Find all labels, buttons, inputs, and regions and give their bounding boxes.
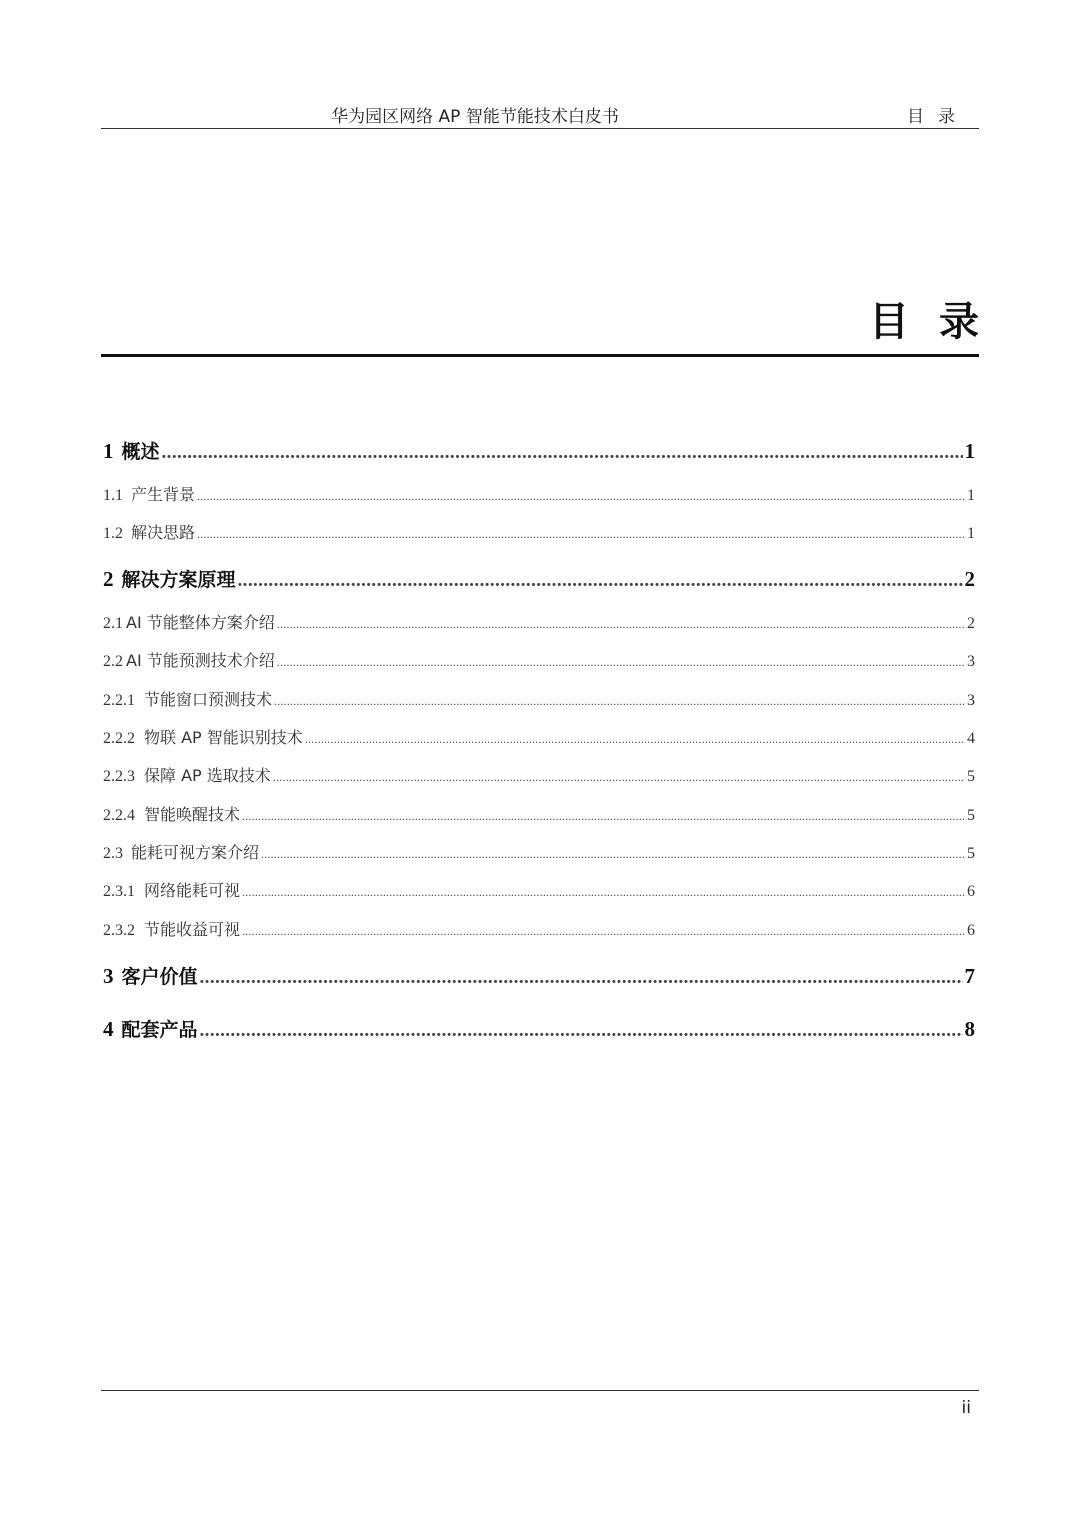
header-section-name: 目录 (907, 107, 969, 127)
toc-entry-2-3-2[interactable] (103, 917, 975, 940)
toc-entry-leader (261, 847, 965, 862)
toc-entry-3[interactable] (103, 962, 975, 989)
toc-entry-page: 3 (967, 653, 975, 670)
toc-entry-page: 6 (967, 883, 975, 900)
toc-entry-1-1[interactable] (103, 482, 975, 505)
toc-entry-page: 4 (967, 730, 975, 747)
toc-entry-label: 物联 AP 智能识别技术 (144, 728, 303, 747)
toc-entry-leader (277, 655, 965, 670)
toc-entry-number: 2.2 (103, 653, 123, 670)
toc-entry-page: 1 (967, 525, 975, 542)
toc-entry-label: 节能收益可视 (144, 920, 241, 939)
toc-entry-leader (238, 570, 963, 592)
toc-entry-leader (197, 489, 965, 504)
toc-entry-label: 能耗可视方案介绍 (131, 843, 260, 862)
toc-entry-number: 1.1 (103, 487, 123, 504)
toc-entry-4[interactable] (103, 1015, 975, 1042)
toc-entry-number: 3 (103, 964, 114, 988)
toc-entry-label: 智能唤醒技术 (144, 805, 241, 824)
toc-entry-page: 5 (967, 768, 975, 785)
toc-entry-label: 产生背景 (131, 485, 196, 504)
toc-entry-leader (197, 527, 965, 542)
toc-entry-label: 解决思路 (131, 523, 196, 542)
toc-entry-leader (274, 694, 965, 709)
toc-entry-number: 1 (103, 439, 114, 463)
toc-entry-page: 7 (964, 964, 975, 988)
toc-entry-2-3[interactable] (103, 840, 975, 863)
toc-entry-2-2-4[interactable] (103, 802, 975, 825)
toc-entry-page: 2 (964, 567, 975, 591)
toc-entry-number: 2.3 (103, 845, 123, 862)
toc-entry-page: 6 (967, 922, 975, 939)
toc-entry-number: 1.2 (103, 525, 123, 542)
toc-entry-label: 保障 AP 选取技术 (144, 766, 271, 785)
toc-entry-2-2[interactable] (103, 648, 975, 671)
toc-entry-page: 1 (964, 439, 975, 463)
toc-entry-leader (273, 770, 965, 785)
footer-page-number: ii (961, 1398, 971, 1418)
toc-title: 目录 (869, 299, 1009, 345)
toc-entry-2-2-3[interactable] (103, 763, 975, 786)
toc-entry-number: 2.3.1 (103, 883, 135, 900)
toc-entry-2-1[interactable] (103, 610, 975, 633)
toc-entry-number: 2.3.2 (103, 922, 135, 939)
toc-entry-page: 1 (967, 487, 975, 504)
toc-entry-label: AI 节能整体方案介绍 (126, 613, 275, 632)
toc-entry-leader (242, 924, 965, 939)
toc-entry-2[interactable] (103, 565, 975, 592)
toc-entry-label: 客户价值 (121, 966, 198, 988)
toc-title-rule (101, 354, 979, 357)
toc-entry-number: 2.1 (103, 615, 123, 632)
toc-entry-page: 5 (967, 807, 975, 824)
toc-entry-page: 2 (967, 615, 975, 632)
header-doc-title: 华为园区网络 AP 智能节能技术白皮书 (331, 107, 619, 127)
toc-entry-number: 2 (103, 567, 114, 591)
toc-entry-2-3-1[interactable] (103, 878, 975, 901)
toc-entry-page: 8 (964, 1017, 975, 1041)
toc-entry-leader (162, 442, 963, 464)
toc-entry-label: 网络能耗可视 (144, 881, 241, 900)
toc-entry-label: 节能窗口预测技术 (144, 690, 273, 709)
toc-entry-2-2-2[interactable] (103, 725, 975, 748)
toc-entry-label: 概述 (121, 441, 160, 463)
toc-entry-leader (242, 809, 965, 824)
toc-entry-number: 4 (103, 1017, 114, 1041)
running-header (101, 100, 979, 129)
toc-entry-page: 3 (967, 692, 975, 709)
toc-entry-1-2[interactable] (103, 520, 975, 543)
footer-rule (101, 1390, 979, 1391)
toc-entry-label: 解决方案原理 (121, 569, 236, 591)
toc-entry-number: 2.2.4 (103, 807, 135, 824)
toc-entry-leader (305, 732, 965, 747)
toc-entry-page: 5 (967, 845, 975, 862)
toc-entry-leader (200, 1020, 963, 1042)
toc-entry-number: 2.2.1 (103, 692, 135, 709)
toc-entry-1[interactable] (103, 437, 975, 464)
toc-entry-leader (242, 885, 965, 900)
toc-entry-2-2-1[interactable] (103, 687, 975, 710)
toc-entry-number: 2.2.3 (103, 768, 135, 785)
toc-entry-label: 配套产品 (121, 1019, 198, 1041)
toc-entry-leader (277, 617, 965, 632)
toc-entry-number: 2.2.2 (103, 730, 135, 747)
toc-entry-label: AI 节能预测技术介绍 (126, 651, 275, 670)
toc-entry-leader (200, 967, 963, 989)
